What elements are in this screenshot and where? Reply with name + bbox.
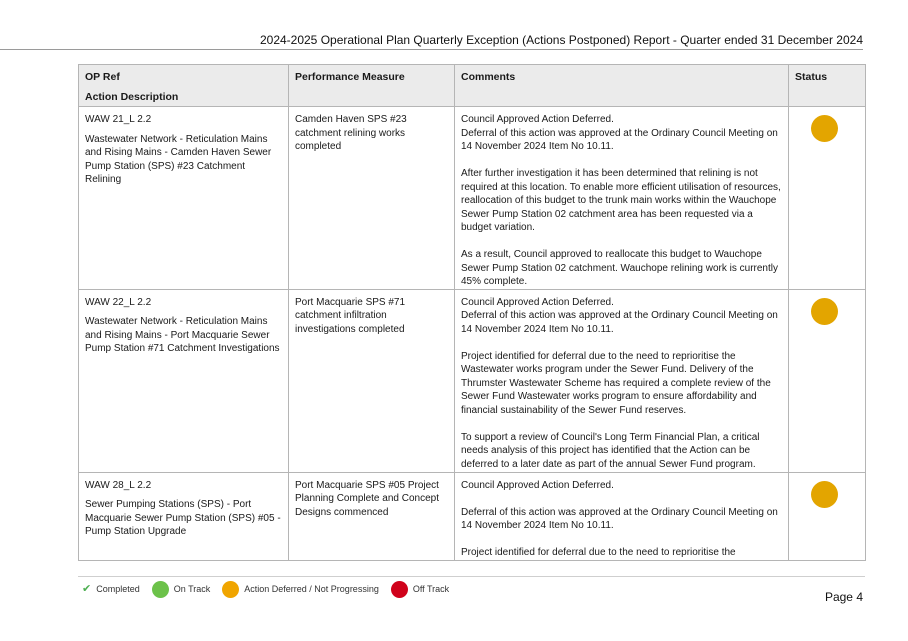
page-number: Page 4 [824,590,863,604]
action-description: Sewer Pumping Stations (SPS) - Port Macquarie Sewer Pump Station (SPS) #05 - Pump Station Upgrade [85,499,281,537]
column-header-status: Status [789,65,866,107]
action-description: Wastewater Network - Reticulation Mains and Rising Mains - Camden Haven Sewer Pump Station (SPS) #23 Catchment Relining [85,133,272,185]
comments-cell [455,472,789,560]
report-title: 2024-2025 Operational Plan Quarterly Exception (Actions Postponed) Report - Quarter ended 31 December 2024 [259,33,863,47]
legend-label: Action Deferred / Not Progressing [244,584,379,594]
op-ref: WAW 22_L 2.2 [85,296,152,308]
exception-report-table [78,64,866,561]
legend-label: Completed [96,584,140,594]
table-header-row [79,65,866,107]
column-header-ref-label: OP Ref [85,71,120,83]
status-dot-icon [811,115,838,142]
op-ref: WAW 28_L 2.2 [85,479,152,491]
table-row [79,289,866,472]
legend-item-off-track [391,581,449,598]
status-legend [82,578,461,600]
column-header-action-label: Action Description [85,90,179,103]
ref-cell [79,107,289,290]
comment-line: Council Approved Action Deferred. [461,296,614,308]
comment-paragraph [461,113,782,154]
comment-paragraph [461,296,782,337]
red-dot-icon [391,581,408,598]
comment-line: Council Approved Action Deferred. [461,114,614,125]
status-cell [789,289,866,472]
measure-cell: Camden Haven SPS #23 catchment relining works completed [289,107,455,290]
table-row [79,472,866,560]
amber-dot-icon [222,581,239,598]
comment-line: Deferral of this action was approved at the Ordinary Council Meeting on 14 November 2024 Item No 10.11. [461,127,778,152]
status-cell [789,107,866,290]
comment-paragraph: To support a review of Council's Long Term Financial Plan, a critical needs analysis of this project has identified that the Action can be deferred to a later date as part of the annual Sewer Fund program. [461,431,760,470]
comment-paragraph: Council Approved Action Deferred. [461,479,614,491]
header-divider [0,49,863,50]
action-description: Wastewater Network - Reticulation Mains and Rising Mains - Port Macquarie Sewer Pump Station #71 Catchment Investigations [85,316,280,354]
column-header-measure: Performance Measure [289,65,455,107]
status-dot-icon [811,298,838,325]
footer-divider [78,576,865,577]
column-header-comments: Comments [455,65,789,107]
column-header-ref [79,65,289,107]
ref-cell [79,289,289,472]
comment-paragraph: Project identified for deferral due to the need to reprioritise the Wastewater works program under the Sewer Fund. Delivery of the Thrumster Wastewater Scheme has required a complete review of the Sewer Fund Wastewater works program to ensure affordability and financial sustainability of the Sewer Fund reserves. [461,350,771,416]
legend-item-completed [82,584,140,595]
legend-item-on-track [152,581,211,598]
green-dot-icon [152,581,169,598]
comments-cell [455,107,789,290]
measure-cell: Port Macquarie SPS #71 catchment infiltration investigations completed [289,289,455,472]
status-cell [789,472,866,560]
status-dot-icon [811,481,838,508]
comment-paragraph: Deferral of this action was approved at the Ordinary Council Meeting on 14 November 2024 Item No 10.11. [461,506,778,531]
measure-cell: Port Macquarie SPS #05 Project Planning Complete and Concept Designs commenced [289,472,455,560]
comment-paragraph: As a result, Council approved to reallocate this budget to Wauchope Sewer Pump Station 02 catchment. Wauchope relining work is currently 45% complete. [461,249,778,287]
check-icon: ✔ [82,582,92,595]
op-ref: WAW 21_L 2.2 [85,114,152,125]
legend-label: Off Track [412,584,450,594]
legend-label: On Track [173,584,211,594]
comments-cell [455,289,789,472]
comment-line: Deferral of this action was approved at the Ordinary Council Meeting on 14 November 2024 Item No 10.11. [461,310,778,335]
comment-paragraph: After further investigation it has been determined that relining is not required at this location. To enable more efficient utilisation of resources, reallocation of this budget to the trunk main works within the Wauchope Sewer Pump Station 02 catchment area has been requested via a budget variation. [461,168,781,233]
ref-cell [79,472,289,560]
comment-paragraph: Project identified for deferral due to the need to reprioritise the [461,547,736,558]
legend-item-deferred [222,581,379,598]
table-row [79,107,866,290]
